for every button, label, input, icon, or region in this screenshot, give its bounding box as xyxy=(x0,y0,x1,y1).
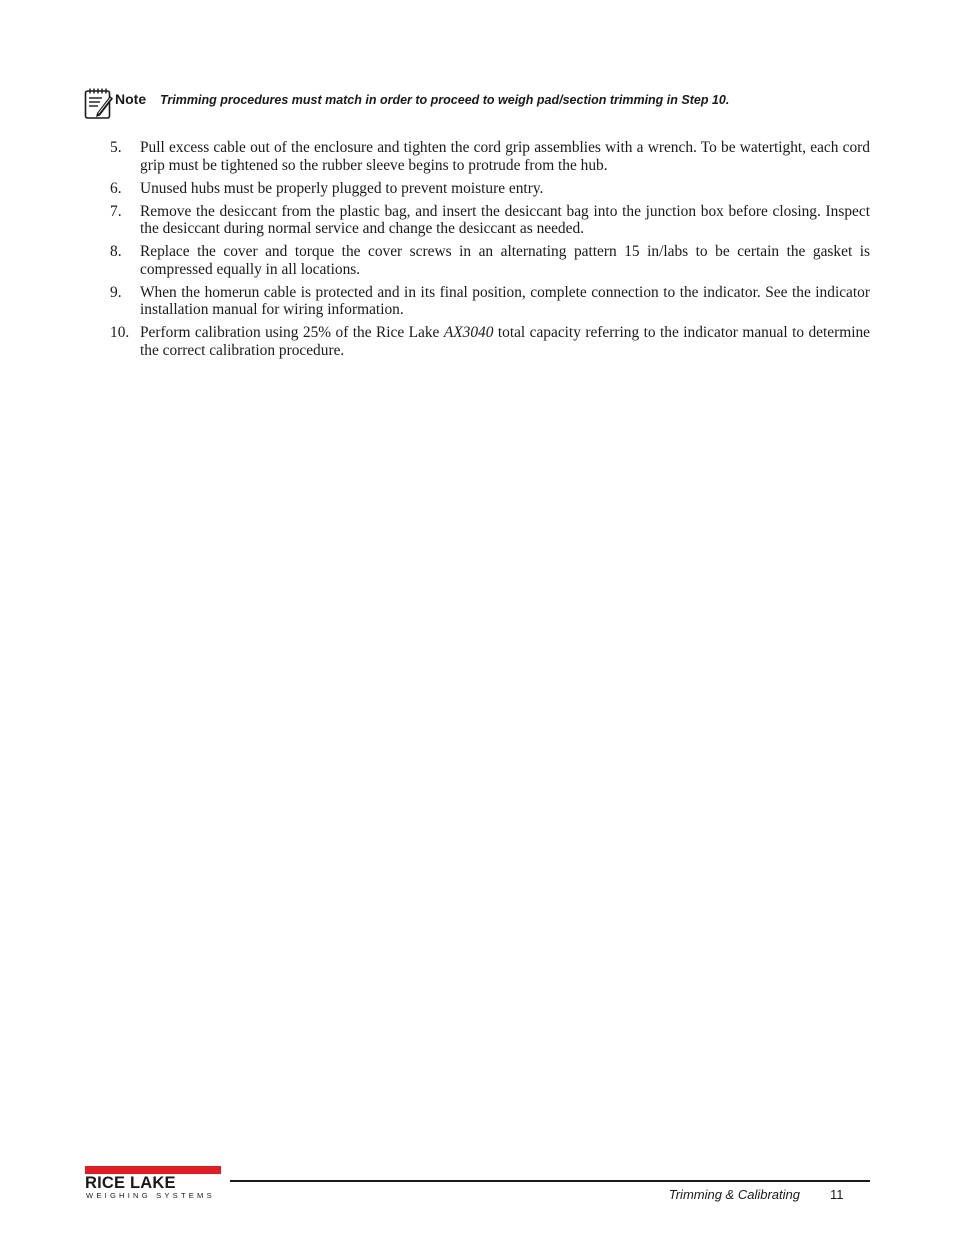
step-number: 6. xyxy=(110,179,122,197)
list-item xyxy=(110,284,870,319)
step-text: Pull excess cable out of the enclosure and tighten the cord grip assemblies with a wrench. To be watertight, each cord grip must be tightened so the rubber sleeve begins to protrude from the hub. xyxy=(140,139,870,174)
list-item xyxy=(110,139,870,174)
step-text: Remove the desiccant from the plastic bag, and insert the desiccant bag into the junction box before closing. Inspect the desiccant during normal service and change the desiccant as needed. xyxy=(140,202,870,237)
logo-tagline: WEIGHING SYSTEMS xyxy=(86,1191,215,1200)
note-callout xyxy=(84,86,884,120)
step-text: Unused hubs must be properly plugged to prevent moisture entry. xyxy=(140,179,544,197)
step-number: 5. xyxy=(110,139,122,156)
step-text-before: Perform calibration using 25% of the Rice Lake xyxy=(140,324,444,341)
footer-divider xyxy=(230,1180,870,1182)
step-text-after: total capacity referring to the indicator manual to determine the correct calibration procedure. xyxy=(140,324,871,359)
note-label: Note xyxy=(115,91,147,107)
step-text xyxy=(140,324,870,359)
procedure-steps xyxy=(110,139,870,365)
list-item xyxy=(110,203,870,238)
notepad-pencil-icon xyxy=(84,86,114,120)
list-item xyxy=(110,324,870,359)
page-number: 11 xyxy=(830,1187,844,1202)
step-text: When the homerun cable is protected and in its final position, complete connection to the indicator. See the indicator installation manual for wiring information. xyxy=(140,283,870,318)
step-number: 7. xyxy=(110,202,122,220)
product-name: AX3040 xyxy=(443,324,494,341)
list-item xyxy=(110,180,870,198)
logo-wordmark: RICE LAKE xyxy=(85,1174,176,1192)
rice-lake-logo xyxy=(85,1166,221,1200)
step-number: 9. xyxy=(110,283,122,301)
logo-red-bar xyxy=(85,1166,221,1174)
step-number: 10. xyxy=(110,324,130,341)
step-text: Replace the cover and torque the cover screws in an alternating pattern 15 in/labs to be certain the gasket is compressed equally in all locations. xyxy=(140,243,870,278)
step-number: 8. xyxy=(110,243,122,260)
footer-section-title: Trimming & Calibrating xyxy=(668,1187,800,1202)
list-item xyxy=(110,243,870,278)
note-text: Trimming procedures must match in order to proceed to weigh pad/section trimming in Step 10. xyxy=(160,93,730,107)
